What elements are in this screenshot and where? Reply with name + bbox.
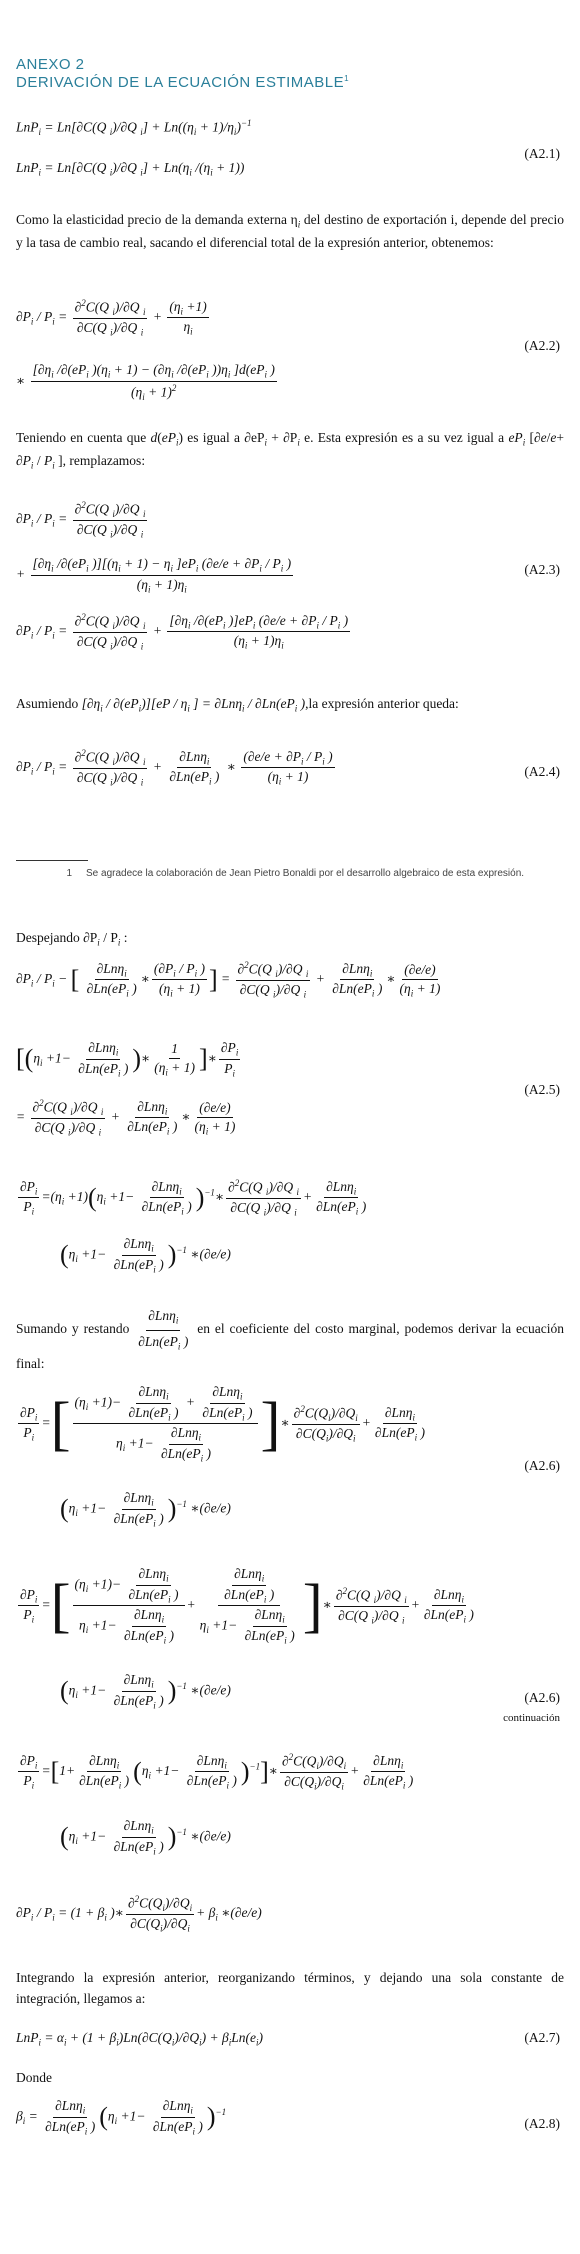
paragraph-solving: Despejando $\partial P_i / P_i$ : [16,930,128,948]
equation-a2-5-line4: $\frac{\partial P_i}{P_i}$ $=(\eta_i +1)(\eta_i +1-$ $\frac{\partial Ln\eta_i}{\partial Ln(eP_i )}$ )$^{-1}$∗ $\frac{\partial^2C(Q _i)/\partial Q _i}{\partial C(Q _i)/\partial Q _i}$ + $\frac{\partial Ln\eta_i}{\partial Ln(eP_i )}$ [20,1178,367,1218]
paragraph-adding: Sumando y restando $\frac{\partial Ln\eta_i}{\partial Ln(eP_i )}$ en el coeficiente del costo marginal, podemos derivar la ecuación final: [16,1308,564,1372]
paragraph-considering-e: , remplazamos: [62,452,146,468]
footnote-text: Se agradece la colaboración de Jean Pietro Bonaldi por el desarrollo algebraico de esta expresión. [86,868,525,879]
footnote-rule [16,860,88,861]
equation-a2-3-line3: $\partial P_i / P_i$ = $\frac{\partial^2C(Q _i)/\partial Q _i}{\partial C(Q _i)/\partial Q _i}$ + $\frac{[\partial\eta_i /\partial(eP_i )]eP_i (\partial e/e + \partial P_i / P_i )}{(\eta_i + 1)\eta_i}$ [16,612,349,652]
paragraph-considering-c: + ∂P [267,430,298,445]
equation-a2-5-line2: [($\eta_i +1-$ $\frac{\partial Ln\eta_i}{\partial Ln(eP_i )}$ )∗ $\frac{1}{(\eta_i + 1)}$ ]∗ $\frac{\partial P_i}{P_i}$ [16,1040,239,1079]
paragraph-solving-c: : [120,930,128,945]
footnote [16,866,564,881]
equation-number-a2-6: (A2.6) [524,1458,560,1473]
annex-title [16,74,564,91]
equation-a2-6b-line2: ($\eta_i +1-$ $\frac{\partial Ln\eta_i}{\partial Ln(eP_i )}$ )$^{-1}$ ∗(∂e/e) [60,1672,231,1711]
equation-a2-1-line2: LnP$_i$ = Ln[∂C(Q $_i$)/∂Q $_i] + Ln(\eta_i$ $/(\eta_i + 1)$) [16,160,245,178]
paragraph-considering-d: e. Esta expresión es a su vez igual a [299,430,509,445]
equation-a2-2-line1: $\partial P_i / P_i$ = $\frac{\partial^2C(Q _i)/\partial Q _i}{\partial C(Q _i)/\partial Q _i}$ + $\frac{(\eta_i +1)}{\eta_i}$ [16,298,207,338]
paragraph-assuming-b: ,la expresión anterior queda: [305,696,459,711]
paragraph-where: Donde [16,2070,52,2085]
equation-beta-form: $\partial P_i / P_i = (1 + \beta_i$ )∗ $\frac{\partial^2C(Q_i)/\partial Q_i}{\partial C(Q_i)/\partial Q_i}$ + $\beta_i$ ∗(∂e/e) [16,1894,262,1934]
equation-a2-3-line1: $\partial P_i / P_i$ = $\frac{\partial^2C(Q _i)/\partial Q _i}{\partial C(Q _i)/\partial Q _i}$ [16,500,146,540]
equation-a2-6-line2: ($\eta_i +1-$ $\frac{\partial Ln\eta_i}{\partial Ln(eP_i )}$ )$^{-1}$ ∗(∂e/e) [60,1490,231,1529]
footnote-marker: 1 [66,868,72,879]
annex-title-text: DERIVACIÓN DE LA ECUACIÓN ESTIMABLE [16,74,345,91]
equation-a2-5-line3: = $\frac{\partial^2C(Q _i)/\partial Q _i}{\partial C(Q _i)/\partial Q _i}$ + $\frac{\partial Ln\eta_i}{\partial Ln(eP_i )}$ ∗ $\frac{(\partial e/e)}{(\eta_i + 1)}$ [16,1098,236,1138]
equation-number-a2-7: (A2.7) [524,2030,560,2045]
annex-label: ANEXO 2 [16,56,85,73]
equation-continuation-label: continuación [503,1712,560,1724]
equation-number-a2-6b: (A2.6) [524,1690,560,1705]
equation-a2-5-line5: ($\eta_i +1-$ $\frac{\partial Ln\eta_i}{\partial Ln(eP_i )}$ )$^{-1}$ ∗(∂e/e) [60,1236,231,1275]
paragraph-adding-b: en el coeficiente del costo marginal, podemos derivar la ecuación final: [16,1321,564,1372]
equation-a2-4: $\partial P_i / P_i$ = $\frac{\partial^2C(Q _i)/\partial Q _i}{\partial C(Q _i)/\partial Q _i}$ + $\frac{\partial Ln\eta_i}{\partial Ln(eP_i )}$ ∗ $\frac{(\partial e/e + \partial P_i / P_i )}{(\eta_i + 1)}$ [16,748,333,788]
paragraph-considering-a: Teniendo en cuenta que [16,430,151,445]
equation-a2-6c-line2: ($\eta_i +1-$ $\frac{\partial Ln\eta_i}{\partial Ln(eP_i )}$ )$^{-1}$ ∗(∂e/e) [60,1818,231,1857]
paragraph-solving-a: Despejando ∂P [16,930,98,945]
equation-a2-2-line2: ∗ $\frac{[\partial\eta_i /\partial(eP_i )(\eta_i + 1) - (\partial\eta_i /\partial(eP_i ))\eta_i ]d(eP_i )}{(\eta_i + 1)^2}$ [16,362,275,402]
paragraph-considering-b: es igual a ∂eP [183,430,265,445]
equation-number-a2-5: (A2.5) [524,1082,560,1097]
equation-a2-3-line2: + $\frac{[\partial\eta_i /\partial(eP_i )][(\eta_i + 1) - \eta_i ]eP_i (\partial e/e + \partial P_i / P_i )}{(\eta_i + 1)\eta_i}$ [16,556,292,595]
equation-number-a2-8: (A2.8) [524,2116,560,2131]
equation-a2-6-line1: $\frac{\partial P_i}{P_i}$ =[ $(\eta_i +1)-$ $\frac{\partial Ln\eta_i}{\partial Ln(eP_i )}$ + $\frac{\partial Ln\eta_i}{\partial Ln(eP_i )}$ $\eta_i +1-$ $\frac{\partial Ln\eta_i}{\partial Ln(eP_i )}$ ]∗ $\frac{\partial^2C(Q_i)/\partial Q_i}{\partial C(Q_i)/\partial Q_i}$ + $\frac{\partial Ln\eta_i}{\partial Ln(eP_i )}$ [20,1384,425,1464]
annex-title-footnote-marker: 1 [344,74,350,83]
equation-a2-8: $\beta_i$ = $\frac{\partial Ln\eta_i}{\partial Ln(eP_i )}$ ($\eta_i +1-$ $\frac{\partial Ln\eta_i}{\partial Ln(eP_i )}$ )$^{-1}$ [16,2098,227,2137]
equation-number-a2-2: (A2.2) [524,338,560,353]
equation-a2-7: $LnP_i = \alpha_i + (1 + \beta_i)Ln(\partial C(Q_i)/\partial Q_i) + \beta_iLn(e_i)$ [16,2030,263,2048]
paragraph-adding-a: Sumando y restando [16,1321,135,1337]
paragraph-integrating: Integrando la expresión anterior, reorganizando términos, y dejando una sola constante de integración, llegamos a: [16,1970,564,2006]
equation-number-a2-3: (A2.3) [524,562,560,577]
equation-number-a2-1: (A2.1) [524,146,560,161]
paragraph-assuming: Asumiendo $[\partial\eta_i / \partial(eP_i)][eP / \eta_i$ ] = $\partial Ln\eta_i / \partial Ln(eP_i$ ),la expresión anterior queda: [16,696,459,714]
equation-a2-6b-line1: $\frac{\partial P_i}{P_i}$ =[ $(\eta_i +1)-$ $\frac{\partial Ln\eta_i}{\partial Ln(eP_i )}$ $\eta_i +1-$ $\frac{\partial Ln\eta_i}{\partial Ln(eP_i )}$ + $\frac{\partial Ln\eta_i}{\partial Ln(eP_i )}$ $\eta_i +1-$ $\frac{\partial Ln\eta_i}{\partial Ln(eP_i )}$ ]∗ $\frac{\partial^2C(Q _i)/\partial Q _i}{\partial C(Q _i)/\partial Q _i}$ + $\frac{\partial Ln\eta_i}{\partial Ln(eP_i )}$ [20,1566,474,1646]
paragraph-assuming-a: Asumiendo [16,696,82,711]
paragraph-elasticity-b: del destino de exportación i, depende del precio y la tasa de cambio real, sacando el diferencial total de la expresión anterior, obtenemos: [16,212,564,250]
paragraph-elasticity: Como la elasticidad precio de la demanda externa $\eta_i$ del destino de exportación i, depende del precio y la tasa de cambio real, sacando el diferencial total de la expresión anterior, obtenemos: [16,212,564,250]
equation-a2-6c-line1: $\frac{\partial P_i}{P_i}$ =[1+ $\frac{\partial Ln\eta_i}{\partial Ln(eP_i )}$ ($\eta_i +1-$ $\frac{\partial Ln\eta_i}{\partial Ln(eP_i )}$ )$^{-1}$]∗ $\frac{\partial^2C(Q_i)/\partial Q_i}{\partial C(Q_i)/\partial Q_i}$ + $\frac{\partial Ln\eta_i}{\partial Ln(eP_i )}$ [20,1752,414,1792]
equation-a2-5-line1: $\partial P_i / P_i$ − [ $\frac{\partial Ln\eta_i}{\partial Ln(eP_i )}$ ∗ $\frac{(\partial P_i / P_i )}{(\eta_i + 1)}$ ] = $\frac{\partial^2C(Q _i)/\partial Q _i}{\partial C(Q _i)/\partial Q _i}$ + $\frac{\partial Ln\eta_i}{\partial Ln(eP_i )}$ ∗ $\frac{(\partial e/e)}{(\eta_i + 1)}$ [16,960,441,1000]
paragraph-considering: Teniendo en cuenta que $d(eP_i)$ es igual a $\partial eP_i + \partial P_i$ e. Esta expresión es a su vez igual a $eP_i$ [$\partial e/e+ \partial P_i / P_i$ ], remplazamos: [16,430,565,471]
equation-number-a2-4: (A2.4) [524,764,560,779]
paragraph-elasticity-a: Como la elasticidad precio de la demanda externa η [16,212,298,227]
equation-a2-1-line1: LnP$_i$ = Ln[∂C(Q $_i$)/∂Q $_i] + Ln((\eta_i + 1)/\eta_i)^{-1}$ [16,118,252,138]
paragraph-solving-b: / P [99,930,118,945]
